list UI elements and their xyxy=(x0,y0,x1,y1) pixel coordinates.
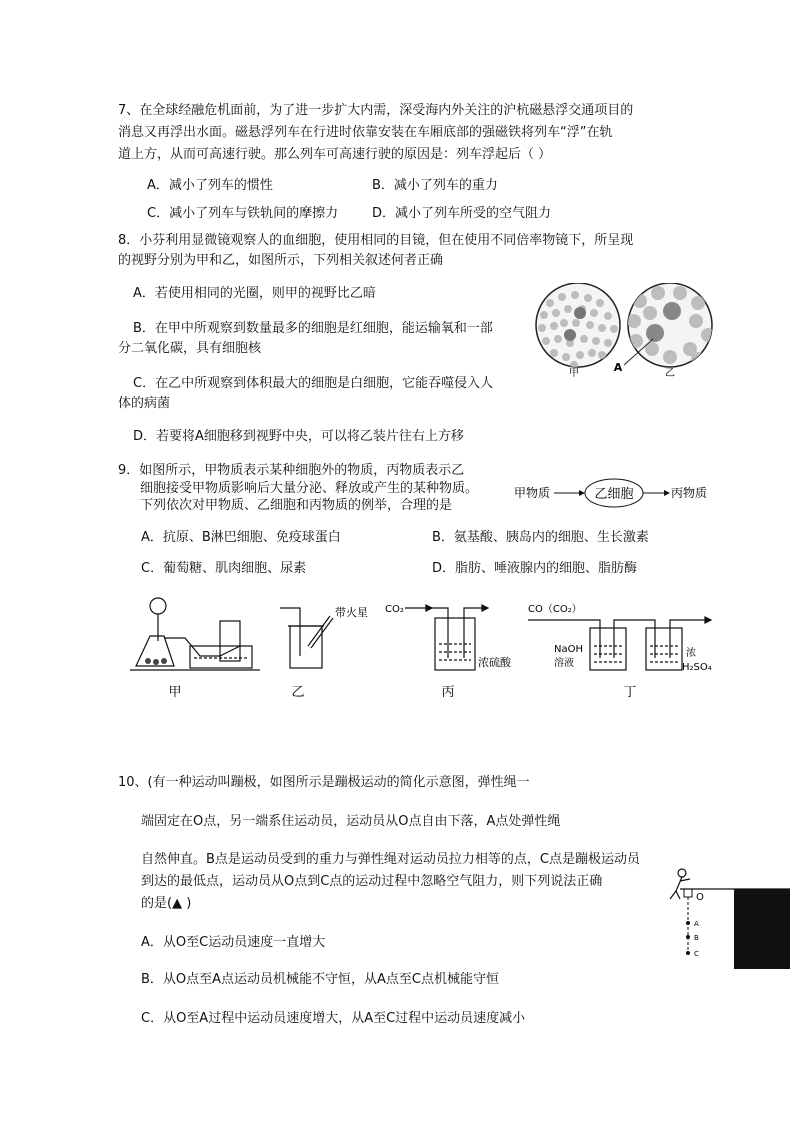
caption-jia: 甲 xyxy=(168,685,182,700)
q9-line-2: 细胞接受甲物质影响后大量分泌、释放或产生的某种物质。 xyxy=(140,481,479,496)
point-b-label: B xyxy=(694,934,699,942)
label-cell-a: A xyxy=(613,361,623,374)
jumper-icon xyxy=(670,869,690,899)
q8-line-2: 的视野分别为甲和乙，如图所示，下列相关叙述何者正确 xyxy=(118,253,444,268)
q7-option-b: B．减小了列车的重力 xyxy=(372,178,498,193)
caption-ding: 丁 xyxy=(623,685,637,700)
diagram-bing-substance: 丙物质 xyxy=(671,486,708,500)
point-o-label: O xyxy=(696,892,704,903)
microscope-view-figure xyxy=(530,283,720,378)
caption-yi: 乙 xyxy=(291,685,305,700)
naoh-label: NaOH xyxy=(554,644,583,655)
q10-line-5: 的是(▲ ) xyxy=(141,896,192,911)
q10-line-2: 端固定在O点，另一端系住运动员，运动员从O点自由下落，A点处弹性绳 xyxy=(141,814,561,829)
apparatus-bing xyxy=(405,605,488,670)
q10-option-a: A．从O至C运动员速度一直增大 xyxy=(141,935,326,950)
q7-option-c: C．减小了列车与铁轨间的摩擦力 xyxy=(147,206,339,221)
q9-option-a: A．抗原、B淋巴细胞、免疫球蛋白 xyxy=(141,530,341,545)
point-a-label: A xyxy=(694,920,699,928)
q9-option-d: D．脂肪、唾液腺内的细胞、脂肪酶 xyxy=(432,561,638,576)
glowing-splint-label: 带火星 xyxy=(335,606,368,619)
label-yi: 乙 xyxy=(665,368,675,378)
q10-option-b: B．从O点至A点运动员机械能不守恒，从A点至C点机械能守恒 xyxy=(141,972,500,987)
q9-line-3: 下列依次对甲物质、乙细胞和丙物质的例举，合理的是 xyxy=(140,498,453,513)
co2-label: CO₂ xyxy=(385,604,404,615)
q8-option-b-line-1: B．在甲中所观察到数量最多的细胞是红细胞，能运输氧和一部 xyxy=(133,321,493,336)
q8-option-c-line-1: C．在乙中所观察到体积最大的细胞是白细胞，它能吞噬侵入人 xyxy=(133,376,494,391)
label-jia: 甲 xyxy=(569,368,579,378)
q10-option-c: C．从O至A过程中运动员速度增大，从A至C过程中运动员速度减小 xyxy=(141,1011,526,1026)
point-c-label: C xyxy=(694,950,699,958)
q8-option-c-line-2: 体的病菌 xyxy=(118,396,171,411)
diagram-yi-cell: 乙细胞 xyxy=(594,487,634,502)
q7-line-3: 道上方，从而可高速行驶。那么列车可高速行驶的原因是：列车浮起后（ ） xyxy=(118,147,552,162)
q9-option-b: B．氨基酸、胰岛内的细胞、生长激素 xyxy=(432,530,649,545)
q10-line-4: 到达的最低点，运动员从O点到C点的运动过程中忽略空气阻力，则下列说法正确 xyxy=(141,874,603,889)
q10-line-3: 自然伸直。B点是运动员受到的重力与弹性绳对运动员拉力相等的点，C点是蹦极运动员 xyxy=(141,852,640,867)
q7-option-a: A．减小了列车的惯性 xyxy=(147,178,273,193)
q8-option-a: A．若使用相同的光圈，则甲的视野比乙暗 xyxy=(133,286,376,301)
conc-label: 浓 xyxy=(686,648,696,659)
q9-line-1: 9．如图所示，甲物质表示某种细胞外的物质，丙物质表示乙 xyxy=(118,463,465,478)
diagram-jia-substance: 甲物质 xyxy=(514,486,551,500)
bungee-diagram xyxy=(660,865,794,973)
q8-line-1: 8．小芬利用显微镜观察人的血细胞，使用相同的目镜，但在使用不同倍率物镜下，所呈现 xyxy=(118,233,634,248)
q8-option-b-line-2: 分二氧化碳，具有细胞核 xyxy=(118,341,262,356)
cliff-block xyxy=(734,889,790,969)
q7-option-d: D．减小了列车所受的空气阻力 xyxy=(372,206,552,221)
q10-line-1: 10、(有一种运动叫蹦极，如图所示是蹦极运动的简化示意图，弹性绳一 xyxy=(118,775,530,790)
cell-signal-diagram xyxy=(514,475,714,511)
q9-option-c: C．葡萄糖、肌肉细胞、尿素 xyxy=(141,561,307,576)
h2so4-label: H₂SO₄ xyxy=(682,662,712,673)
q7-line-1: 7、在全球经融危机面前，为了进一步扩大内需，深受海内外关注的沪杭磁悬浮交通项目的 xyxy=(118,103,634,118)
q8-option-d: D．若要将A细胞移到视野中央，可以将乙装片往右上方移 xyxy=(133,429,464,444)
q7-line-2: 消息又再浮出水面。磁悬浮列车在行进时依靠安装在车厢底部的强磁铁将列车“浮”在轨 xyxy=(118,125,613,140)
solution-label: 溶液 xyxy=(554,658,574,669)
conc-sulfuric-acid-label: 浓硫酸 xyxy=(478,656,511,669)
co-co2-label: CO（CO₂） xyxy=(528,604,582,615)
apparatus-yi xyxy=(280,608,333,668)
lab-apparatus-figure xyxy=(130,596,730,702)
caption-bing: 丙 xyxy=(441,685,455,700)
